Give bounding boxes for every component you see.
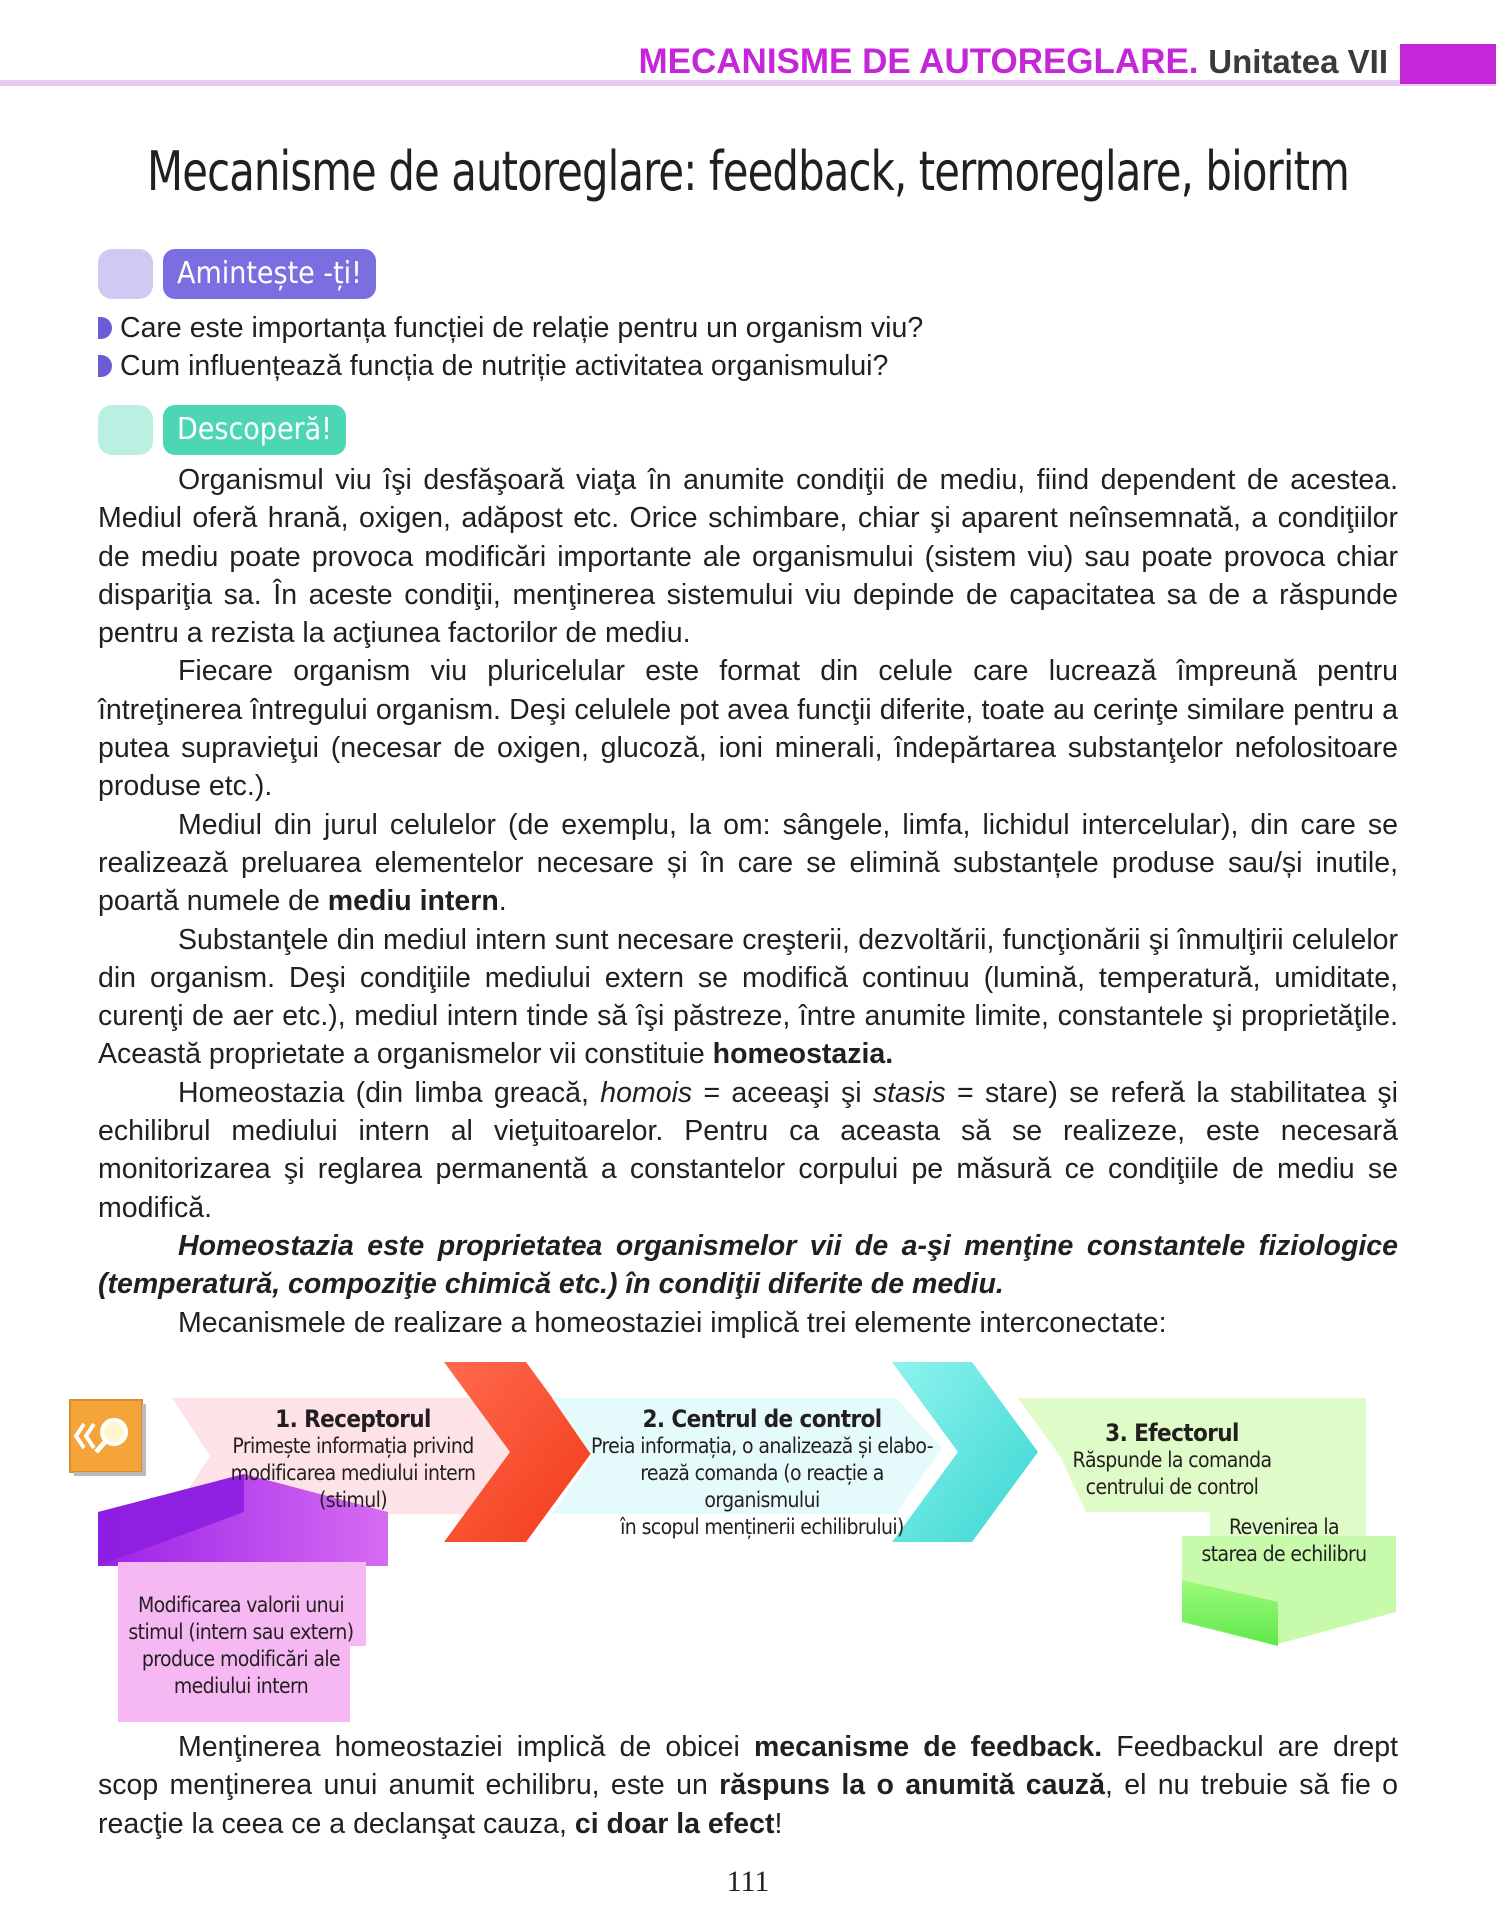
stimulus-label: Modificarea valorii unui stimul (intern sau extern) produce modificări ale mediului intern: [128, 1593, 354, 1698]
receptor-title: 1. Receptorul: [275, 1405, 431, 1433]
bullet-marker-icon: [98, 317, 112, 339]
running-header: [0, 40, 1496, 90]
paragraph: Homeostazia (din limba greacă, homois = aceeaşi şi stasis = stare) se referă la stabilitatea şi echilibrul mediului intern al vieţuitoarelor. Pentru ca aceasta să se realizeze, este necesară monitorizarea şi reglarea permanentă a constantelor corpului pe măsură ce condiţiile de mediu se modifică.: [98, 1076, 1398, 1224]
paragraph: Mecanismele de realizare a homeostaziei implică trei elemente interconectate:: [178, 1306, 1167, 1339]
effector-title: 3. Efectorul: [1105, 1419, 1239, 1447]
homeostasis-diagram: [0, 1352, 1496, 1732]
magnifier-icon: [70, 1400, 146, 1476]
effector-label: 3. Efectorul Răspunde la comanda centrului de control: [1050, 1420, 1294, 1501]
page-number: 111: [726, 1865, 770, 1898]
remember-question-2: Cum influențează funcția de nutriție activitatea organismului?: [98, 347, 888, 385]
term-mediu-intern: mediu intern: [327, 885, 499, 918]
receptor-label: 1. Receptorul Primește informația privind modificarea mediului intern (stimul): [226, 1406, 480, 1514]
remember-badge: Amintește -ți!: [163, 249, 376, 299]
definition: Homeostazia este proprietatea organismelor vii de a-şi menţine constantele fiziologice (temperatură, compoziţie chimică etc.) în condiţii diferite de mediu.: [98, 1229, 1398, 1301]
discover-badge: Descoperă!: [163, 405, 346, 455]
body-text: [98, 461, 1398, 1342]
term-homeostazia: homeostazia.: [712, 1038, 894, 1071]
control-label: 2. Centrul de control Preia informația, o analizează și elabo- rează comanda (o reacție a organismului în scopul menținerii echilibrului): [582, 1406, 942, 1541]
paragraph: Mediul din jurul celulelor (de exemplu, la om: sângele, limfa, lichidul intercelular), din care se realizează preluarea elementelor necesare și în care se elimină substanțele produse sau/și inutile, poartă numele de mediu intern.: [98, 808, 1398, 918]
paragraph: Substanţele din mediul intern sunt necesare creşterii, dezvoltării, funcţionării şi înmulţirii celulelor din organism. Deşi condiţiile mediului extern se modifică continuu (lumină, temperatură, umiditate, curenţi de aer etc.), mediul intern tinde să îşi păstreze, între anumite limite, constantele şi proprietăţile. Această proprietate a organismelor vii constituie homeostazia.: [98, 923, 1398, 1071]
page-title: Mecanisme de autoreglare: feedback, termoreglare, bioritm: [147, 140, 1349, 203]
header-tab: [1400, 44, 1496, 84]
bullet-marker-icon: [98, 355, 112, 377]
body-text-after-diagram: [98, 1728, 1398, 1843]
control-title: 2. Centrul de control: [642, 1405, 882, 1433]
paragraph: Menţinerea homeostaziei implică de obicei mecanisme de feedback. Feedbackul are drept scop menţinerea unui anumit echilibru, este un răspuns la o anumită cauză, el nu trebuie să fie o reacţie la ceea ce a declanşat cauza, ci doar la efect!: [98, 1731, 1399, 1840]
remember-badge-square: [98, 249, 153, 299]
paragraph: Organismul viu îşi desfăşoară viaţa în anumite condiţii de mediu, fiind dependent de acestea. Mediul oferă hrană, oxigen, adăpost etc. Orice schimbare, chiar şi aparent neînsemnată, a condiţiilor de mediu poate provoca modificări importante ale organismului (sistem viu) sau poate provoca chiar dispariţia sa. În aceste condiţii, menţinerea sistemului viu depinde de capacitatea sa de a răspunde pentru a rezista la acţiunea factorilor de mediu.: [98, 464, 1398, 650]
header-text: [639, 42, 1389, 82]
header-section: MECANISME DE AUTOREGLARE.: [638, 42, 1199, 81]
paragraph: Fiecare organism viu pluricelular este format din celule care lucrează împreună pentru întreţinerea întregului organism. Deşi celulele pot avea funcţii diferite, toate au cerinţe similare pentru a putea supravieţui (necesar de oxigen, glucoză, ioni minerali, îndepărtarea substanţelor nefolositoare produse etc.).: [98, 655, 1398, 803]
discover-badge-square: [98, 405, 153, 455]
remember-question-1: Care este importanța funcției de relație pentru un organism viu?: [98, 309, 923, 347]
header-unit: Unitatea VII: [1208, 43, 1388, 80]
return-label: Revenirea la starea de echilibru: [1201, 1515, 1367, 1566]
